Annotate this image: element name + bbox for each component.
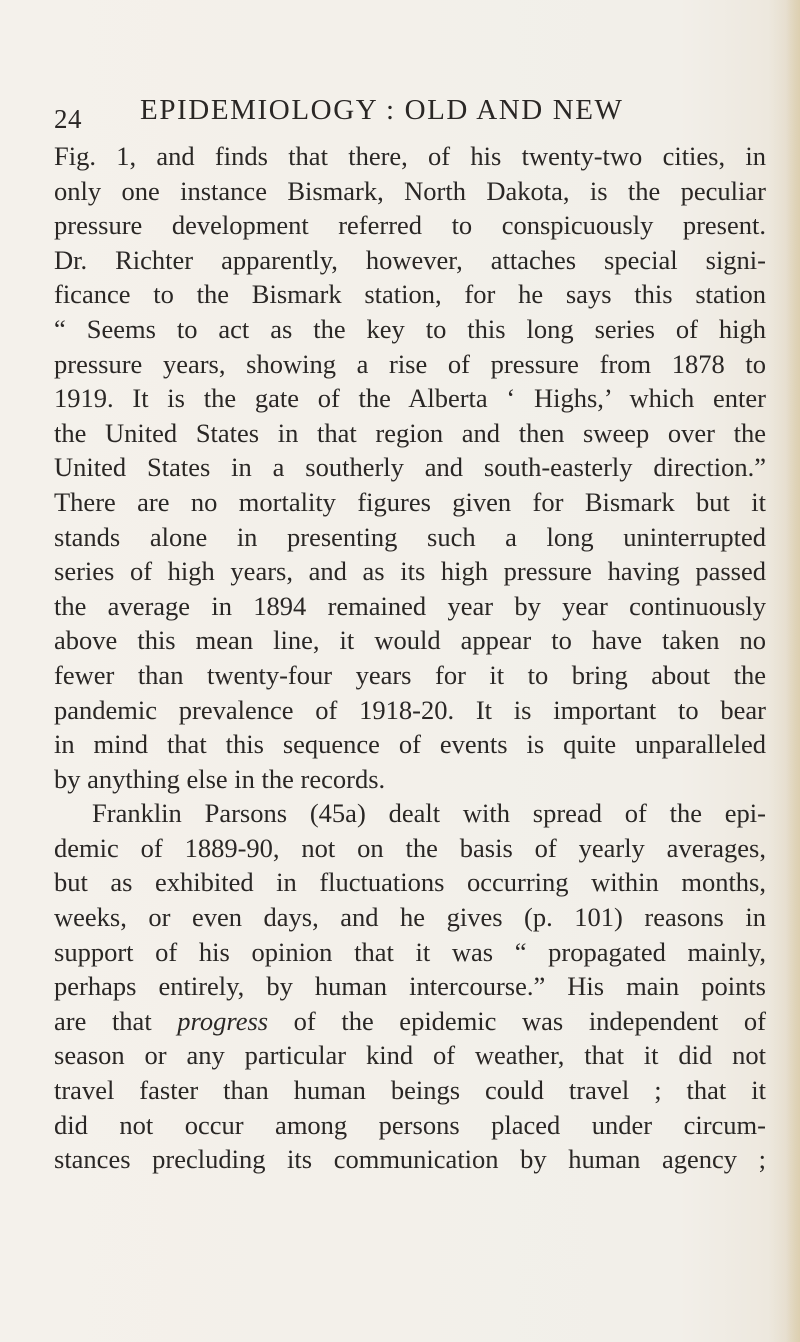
body-text <box>54 139 766 1177</box>
text-line: the average in 1894 remained year by year continuously <box>54 590 766 621</box>
text-line: did not occur among persons placed under circum- <box>54 1109 766 1140</box>
text-line: pandemic prevalence of 1918-20. It is important to bear <box>54 694 766 725</box>
text-line: but as exhibited in fluctuations occurring within months, <box>54 867 766 898</box>
text-line: only one instance Bismark, North Dakota, is the peculiar <box>54 175 766 206</box>
text-line: 1919. It is the gate of the Alberta ‘ Highs,’ which enter <box>54 383 766 414</box>
page-header <box>54 94 754 134</box>
text-line: “ Seems to act as the key to this long series of high <box>54 313 766 344</box>
text-line: stands alone in presenting such a long uninterrupted <box>54 521 766 552</box>
text-line: demic of 1889-90, not on the basis of yearly averages, <box>54 832 766 863</box>
text-line: Fig. 1, and finds that there, of his twenty-two cities, in <box>54 141 766 171</box>
text-line: above this mean line, it would appear to have taken no <box>54 625 766 656</box>
text-line: season or any particular kind of weather, that it did not <box>54 1040 766 1071</box>
text-line: United States in a southerly and south-easterly direction.” <box>54 452 766 483</box>
text-line: stances precluding its communication by human agency ; <box>54 1144 766 1175</box>
page-number: 24 <box>54 104 82 134</box>
text-line: travel faster than human beings could travel ; that it <box>54 1075 766 1106</box>
text-line: by anything else in the records. <box>54 763 386 794</box>
line-tail-text: of the epidemic was independent of <box>268 1005 766 1036</box>
text-line: weeks, or even days, and he gives (p. 101) reasons in <box>54 902 766 933</box>
text-line-emphasis <box>54 1004 766 1039</box>
text-line: the United States in that region and then sweep over the <box>54 417 766 448</box>
text-line: pressure years, showing a rise of pressure from 1878 to <box>54 348 766 379</box>
text-line: series of high years, and as its high pressure having passed <box>54 556 766 587</box>
text-line: pressure development referred to conspicuously present. <box>54 210 766 241</box>
text-line: perhaps entirely, by human intercourse.” His main points <box>54 971 766 1002</box>
text-line: Dr. Richter apparently, however, attaches special signi- <box>54 244 766 275</box>
text-line: ficance to the Bismark station, for he says this station <box>54 279 766 310</box>
page-edge-shadow <box>786 0 800 1342</box>
line-lead-text: are that <box>54 1005 178 1036</box>
text-line: There are no mortality figures given for Bismark but it <box>54 486 766 517</box>
text-line: support of his opinion that it was “ propagated mainly, <box>54 936 766 967</box>
italic-term: progress <box>177 1005 269 1036</box>
text-line: in mind that this sequence of events is quite unparalleled <box>54 729 766 760</box>
running-title: EPIDEMIOLOGY : OLD AND NEW <box>140 94 624 126</box>
paragraph-start-line: Franklin Parsons (45a) dealt with spread of the epi- <box>92 798 766 829</box>
text-line: fewer than twenty-four years for it to bring about the <box>54 659 766 690</box>
